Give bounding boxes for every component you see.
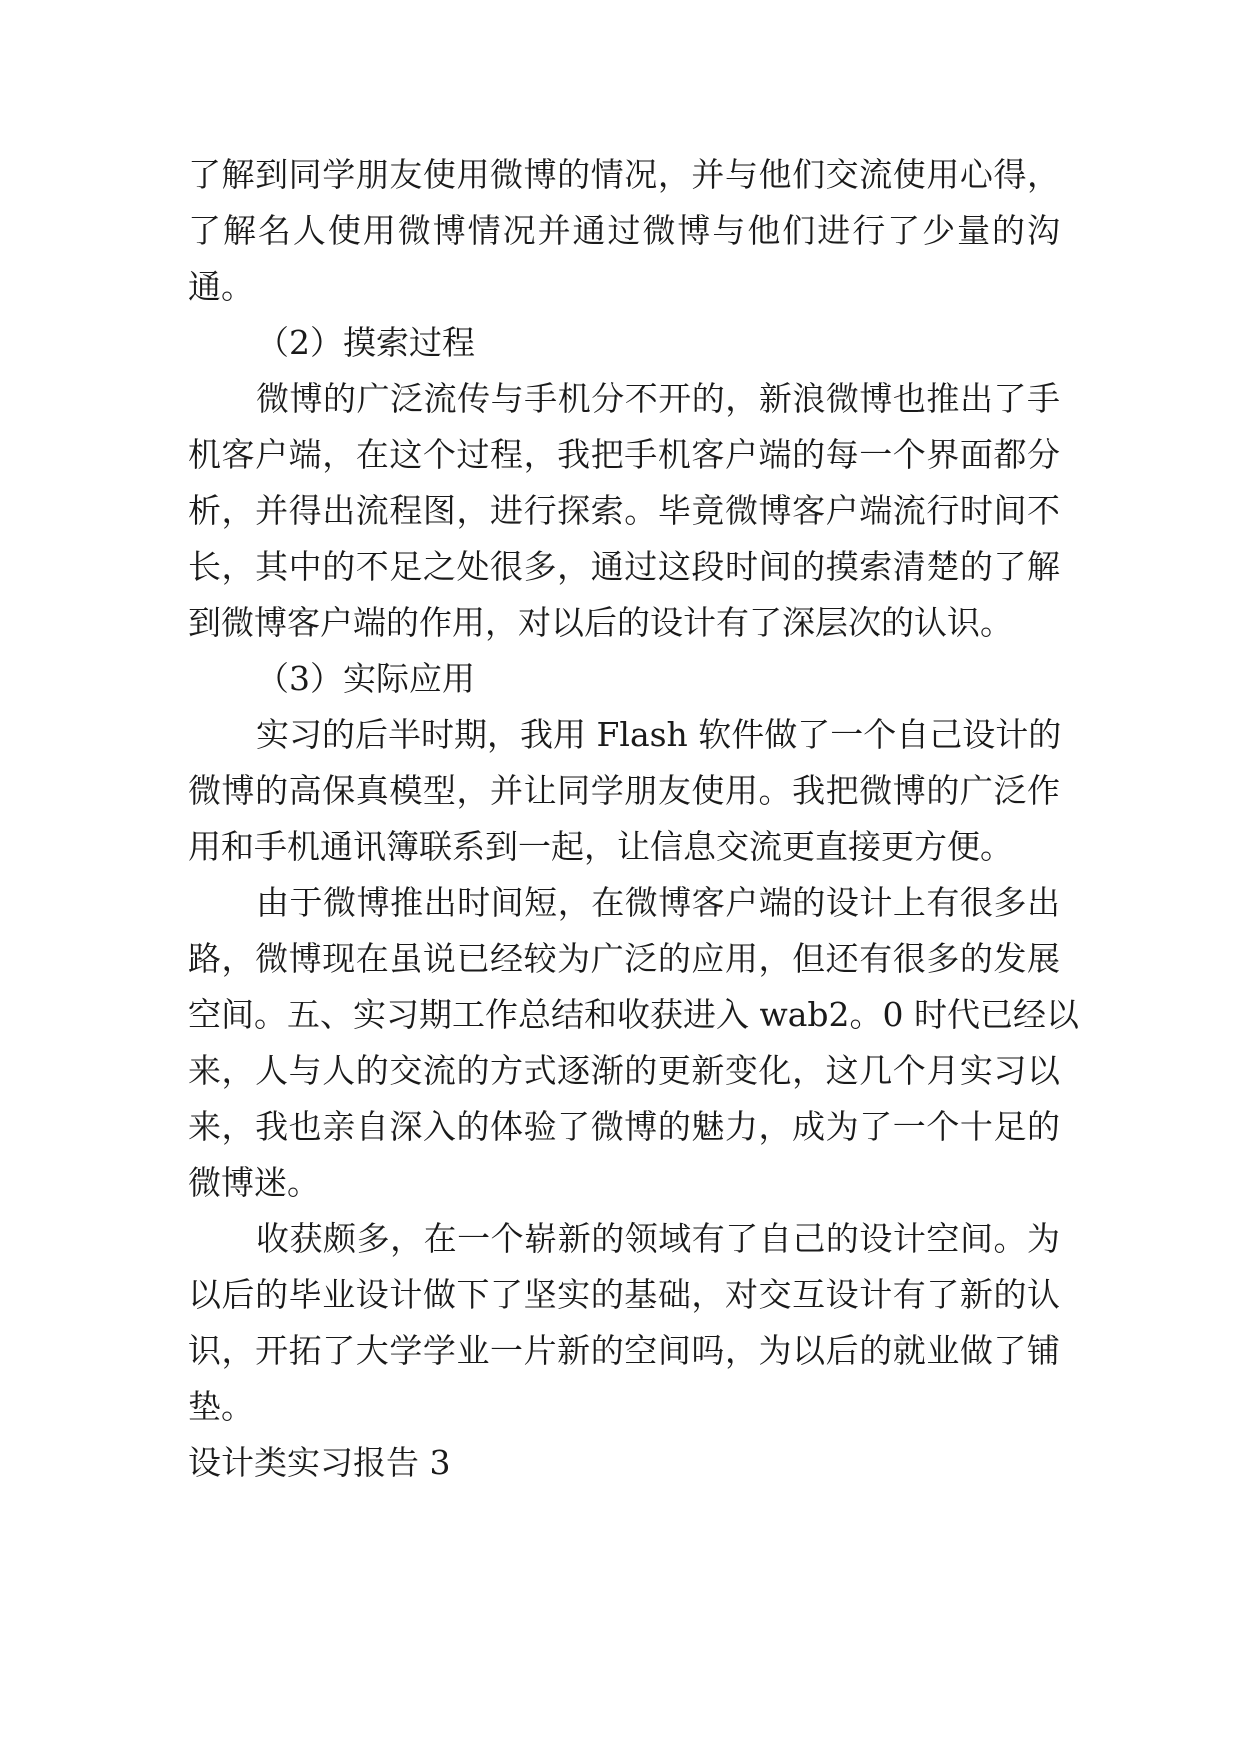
body-line: 垫。	[188, 1387, 254, 1426]
body-line: 由于微博推出时间短，在微博客户端的设计上有很多出	[256, 883, 1060, 922]
body-line: 路，微博现在虽说已经较为广泛的应用，但还有很多的发展	[188, 939, 1060, 978]
section-heading: （3）实际应用	[256, 659, 475, 698]
body-line: 了解到同学朋友使用微博的情况，并与他们交流使用心得，	[188, 155, 1060, 194]
body-line: 来，人与人的交流的方式逐渐的更新变化，这几个月实习以	[188, 1051, 1060, 1090]
section-heading: （2）摸索过程	[256, 323, 475, 362]
body-line: 微博的广泛流传与手机分不开的，新浪微博也推出了手	[256, 379, 1060, 418]
document-heading: 设计类实习报告 3	[188, 1443, 451, 1482]
body-line: 通。	[188, 267, 254, 306]
body-line: 机客户端，在这个过程，我把手机客户端的每一个界面都分	[188, 435, 1060, 474]
body-line: 实习的后半时期，我用 Flash 软件做了一个自己设计的	[256, 715, 1062, 754]
body-line: 用和手机通讯簿联系到一起，让信息交流更直接更方便。	[188, 827, 1013, 866]
body-line: 识，开拓了大学学业一片新的空间吗，为以后的就业做了铺	[188, 1331, 1060, 1370]
body-line: 了解名人使用微博情况并通过微博与他们进行了少量的沟	[188, 211, 1060, 250]
body-line: 微博的高保真模型，并让同学朋友使用。我把微博的广泛作	[188, 771, 1060, 810]
body-line: 收获颇多，在一个崭新的领域有了自己的设计空间。为	[256, 1219, 1060, 1258]
body-line: 来，我也亲自深入的体验了微博的魅力，成为了一个十足的	[188, 1107, 1060, 1146]
body-line: 微博迷。	[188, 1163, 320, 1202]
body-line: 以后的毕业设计做下了坚实的基础，对交互设计有了新的认	[188, 1275, 1060, 1314]
body-line: 析，并得出流程图，进行探索。毕竟微博客户端流行时间不	[188, 491, 1060, 530]
body-line: 到微博客户端的作用，对以后的设计有了深层次的认识。	[188, 603, 1013, 642]
body-line: 空间。五、实习期工作总结和收获进入 wab2。0 时代已经以	[188, 995, 1080, 1034]
body-line: 长，其中的不足之处很多，通过这段时间的摸索清楚的了解	[188, 547, 1060, 586]
